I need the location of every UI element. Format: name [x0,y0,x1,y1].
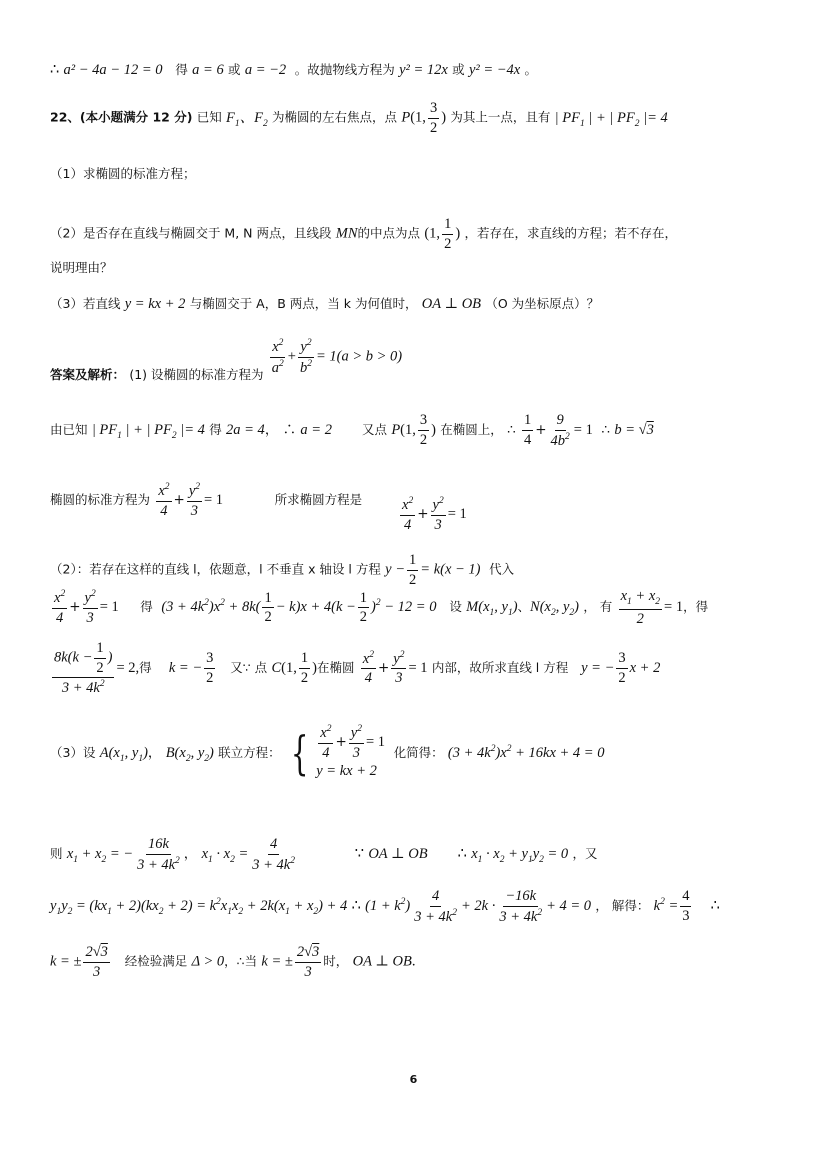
problem-statement: 22、(本小题满分 12 分) 已知 $F_1$、$F_2$ 为椭圆的左右焦点，点 P(1, $\frac{3}{2}$ ) 为其上一点，且有 | $PF_1$ | + | $PF_2$ |= 4 [50,100,668,136]
question-1: （1）求椭圆的标准方程； [50,166,196,181]
answer-line-8: 则 $x_1 + x_2$ = − $\frac{16k}{3 + 4k^2}$ ， $x_1 \cdot x_2$ = $\frac{4}{3 + 4k^2}$ ∵ OA ⊥ OB ∴ $x_1 \cdot x_2 + y_1y_2 = 0$ ，又 [50,836,598,873]
question-3: （3）若直线 y = kx + 2 与椭圆交于 A，B 两点，当 k 为何值时， OA ⊥ OB （O 为坐标原点）？ [50,296,600,312]
answer-line-6: 8k(k − $\frac{1}{2}$ ) $3 + 4k^2$ = 2,得 k = − $\frac{3}{2}$ 又∵ 点 C(1, $\frac{1}{2}$ )在椭圆 $\frac{x^2}{4}$ + $\frac{y^2}{3}$ = 1 内部，故所求直线 l 方程 y = − $\frac{3}{2}$ x + 2 [54,640,661,697]
answer-line-3: 椭圆的标准方程为 $\frac{x^2}{4}$ + $\frac{y^2}{3}$ = 1 所求椭圆方程是 [50,482,363,519]
answer-line-5: $\frac{x^2}{4}$ + $\frac{y^2}{3}$ = 1 得 $(3 + 4k^2)x^2 + 8k$( $\frac{1}{2}$ − k)x + 4(k − $\frac{1}{2}$ )$^2$ − 12 = 0 设 $M(x_1$, $y_1$)、$N(x_2$, $y_2$) ， 有 $\frac{x_1 + x_2}{2}$ = 1，得 [54,588,709,627]
answer-label: 答案及解析： [50,366,126,382]
problem-header: 22、(本小题满分 12 分) [50,109,193,125]
answer-line-7: （3）设 $A(x_1$, $y_1$)， $B(x_2$, $y_2$) 联立方程： { $\frac{x^2}{4}$ + $\frac{y^2}{3}$ = 1 y = kx + 2 化简得： $(3 + 4k^2)x^2 + 16kx + 4 = 0$ [50,724,787,783]
answer-line-4: （2）：若存在这样的直线 l，依题意，l 不垂直 x 轴设 l 方程 y − $\frac{1}{2}$ = k(x − 1) 代入 [50,552,515,588]
answer-line-10: k = ± $\frac{2√3}{3}$ 经检验满足 Δ > 0，∴当 k = ± $\frac{2√3}{3}$ 时， OA ⊥ OB. [50,944,416,980]
question-2: （2）是否存在直线与椭圆交于 M, N 两点，且线段 MN的中点为点 (1, $\frac{1}{2}$ ) ，若存在，求直线的方程；若不存在， [50,216,677,252]
page-number: 6 [409,1073,418,1086]
answer-line-1: 答案及解析： (1) 设椭圆的标准方程为 $\frac{x^2}{a^2}$ + $\frac{y^2}{b^2}$ = 1(a > b > 0) [50,338,403,382]
equation: a² − 4a − 12 = 0 [63,62,163,78]
answer-line-9: $y_1y_2 = (kx_1 + 2)(kx_2 + 2) = k^2x_1x_2 + 2k(x_1 + x_2) + 4$ ∴ $(1 + k^2)$ $\frac{4}{3 + 4k^2}$ + 2k · $\frac{-16k}{3 + 4k^2}$ + 4 = 0 ， 解得： $k^2$ = $\frac{4}{3}$ ∴ [50,888,720,925]
equation-system: { $\frac{x^2}{4}$ + $\frac{y^2}{3}$ = 1 y = kx + 2 [290,724,385,781]
prev-solution-line: ∴ a² − 4a − 12 = 0 得 a = 6 或 a = −2 。故抛物线方程为 y² = 12x 或 y² = −4x 。 [50,62,538,78]
answer-line-3-eq: $\frac{x^2}{4}$ + $\frac{y^2}{3}$ = 1 [402,496,467,533]
question-2-cont: 说明理由？ [50,260,113,275]
answer-line-2: 由已知 | $PF_1$ | + | $PF_2$ |= 4 得 2a = 4， ∴ a = 2 又点 P(1, $\frac{3}{2}$ ) 在椭圆上， ∴ $\frac{1}{4}$ + $\frac{9}{4b^2}$ = 1 ∴ b = √3 [50,412,654,449]
